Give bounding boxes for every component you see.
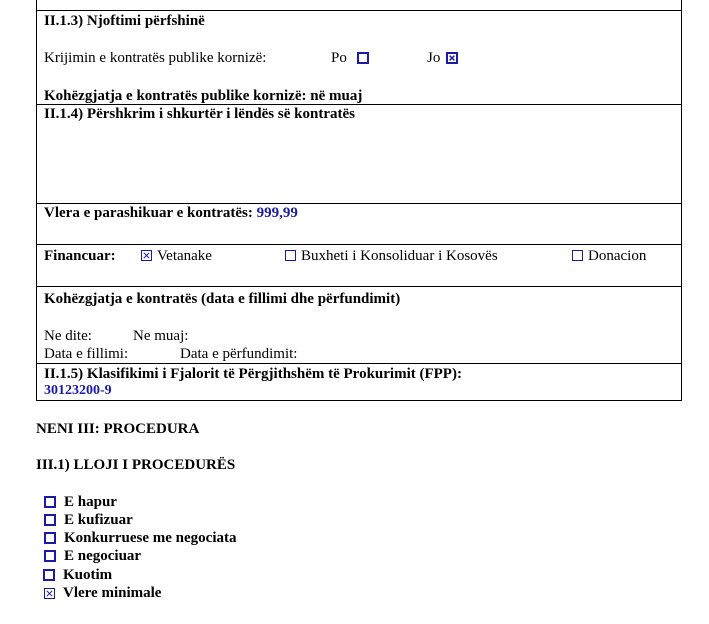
procedure-minimal-value-checkbox[interactable] xyxy=(44,588,55,599)
section-114-heading: II.1.4) Përshkrim i shkurtër i lëndës së kontratës xyxy=(44,106,355,122)
end-date-label: Data e përfundimit: xyxy=(180,346,298,362)
financing-donation-label: Donacion xyxy=(588,248,647,264)
checked-x-icon xyxy=(448,54,456,62)
article-3-heading: NENI III: PROCEDURA xyxy=(36,421,200,437)
procedure-quotation-label: Kuotim xyxy=(63,567,113,583)
yes-label: Po xyxy=(331,50,347,66)
procedure-negotiated-checkbox[interactable] xyxy=(44,550,56,562)
row-divider xyxy=(36,363,682,364)
row-divider xyxy=(36,400,682,401)
framework-question: Krijimin e kontratës publike kornizë: xyxy=(44,50,267,66)
financing-own-checkbox[interactable] xyxy=(141,250,152,261)
contract-value-amount: 999,99 xyxy=(256,205,298,221)
row-divider xyxy=(36,203,682,204)
checked-x-icon xyxy=(45,589,54,598)
section-113-heading: II.1.3) Njoftimi përfshinë xyxy=(44,13,205,29)
procedure-quotation-checkbox[interactable] xyxy=(43,569,55,581)
start-date-label: Data e fillimi: xyxy=(44,346,129,362)
yes-checkbox[interactable] xyxy=(357,52,369,64)
procedure-open-label: E hapur xyxy=(64,494,117,510)
no-checkbox[interactable] xyxy=(446,52,458,64)
row-divider xyxy=(36,286,682,287)
cpv-code: 30123200-9 xyxy=(44,383,112,398)
framework-duration-label: Kohëzgjatja e kontratës publike kornizë: në muaj xyxy=(44,88,363,104)
section-115-heading: II.1.5) Klasifikimi i Fjalorit të Përgjithshëm të Prokurimit (FPP): xyxy=(44,366,462,382)
financing-own-label: Vetanake xyxy=(157,248,212,264)
procedure-competitive-negotiation-label: Konkurruese me negociata xyxy=(64,530,237,546)
procedure-negotiated-label: E negociuar xyxy=(64,548,142,564)
contract-value-label: Vlera e parashikuar e kontratës: 999,99 xyxy=(44,205,298,221)
table-right-border xyxy=(681,0,682,401)
procedure-type-heading: III.1) LLOJI I PROCEDURËS xyxy=(36,457,236,473)
row-divider xyxy=(36,104,682,105)
no-label: Jo xyxy=(427,50,441,66)
financing-budget-checkbox[interactable] xyxy=(285,250,296,261)
procedure-restricted-checkbox[interactable] xyxy=(44,514,56,526)
procedure-minimal-value-label: Vlere minimale xyxy=(63,585,162,601)
checked-x-icon xyxy=(142,251,151,260)
procedure-open-checkbox[interactable] xyxy=(44,496,56,508)
procedure-competitive-negotiation-checkbox[interactable] xyxy=(44,532,56,544)
financing-label: Financuar: xyxy=(44,248,116,264)
financing-budget-label: Buxheti i Konsoliduar i Kosovës xyxy=(301,248,498,264)
table-left-border xyxy=(36,0,37,401)
procedure-restricted-label: E kufizuar xyxy=(64,512,133,528)
months-label: Ne muaj: xyxy=(133,328,189,344)
duration-heading: Kohëzgjatja e kontratës (data e fillimi dhe përfundimit) xyxy=(44,291,401,307)
days-label: Ne dite: xyxy=(44,328,92,344)
row-divider xyxy=(36,244,682,245)
financing-donation-checkbox[interactable] xyxy=(572,250,583,261)
row-divider xyxy=(36,10,682,11)
